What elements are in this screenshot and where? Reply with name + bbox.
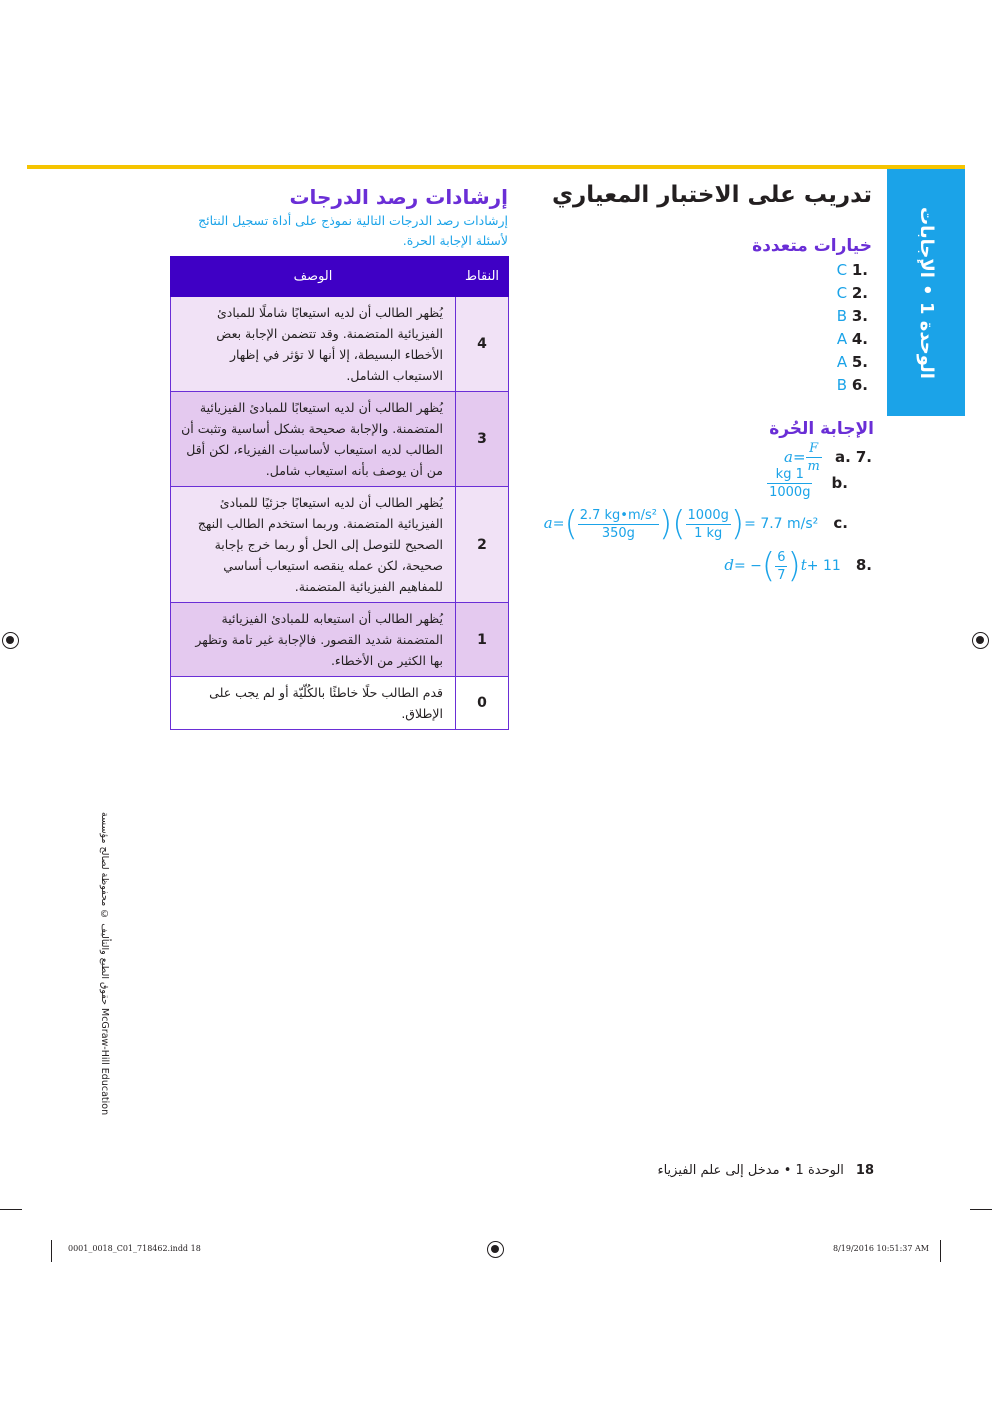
mc-answer: A: [836, 353, 848, 371]
fraction-numerator: 1000g: [687, 507, 729, 523]
formula-equals: =: [552, 516, 565, 532]
paren-open: (: [761, 546, 776, 586]
q7c-formula: [544, 504, 819, 544]
mc-item: [808, 305, 868, 328]
rubric-header-row: [171, 257, 509, 297]
registration-mark-icon: [487, 1241, 504, 1258]
description-cell: يُظهر الطالب أن لديه استيعابًا للمبادئ الفيزيائية المتضمنة. والإجابة صحيحة بشكل أساسية وتثبت أن الطالب لديه استيعاب لأساسيات الفيزياء، لكن أقل من أن يوصف بأنه استيعاب شامل.: [171, 392, 456, 487]
top-rule: [27, 165, 965, 169]
description-column-header: الوصف: [171, 257, 456, 297]
table-row: [171, 487, 509, 603]
mc-item: [808, 328, 868, 351]
rubric-subtitle: إرشادات رصد الدرجات التالية نموذج على أداة تسجيل النتائج لأسئلة الإجابة الحرة.: [198, 213, 508, 248]
page-number: 18: [855, 1163, 874, 1178]
registration-mark-icon: [972, 632, 989, 649]
mc-item: [808, 259, 868, 282]
standardized-test-title: تدريب على الاختبار المعياري: [551, 182, 872, 208]
paren-close: ): [730, 504, 745, 544]
fraction-numerator: F: [806, 440, 822, 458]
fraction-denominator: m: [807, 459, 820, 474]
multiple-choice-list: [808, 259, 868, 397]
mc-number: .1: [851, 261, 868, 279]
rubric-table: [170, 256, 509, 730]
q7c-label: .c: [833, 514, 848, 532]
trim-mark: [51, 1240, 52, 1262]
slug-filename: 0001_0018_C01_718462.indd 18: [68, 1244, 201, 1253]
description-cell: يُظهر الطالب أن لديه استيعابًا شاملًا للمبادئ الفيزيائية المتضمنة. وقد تتضمن الإجابة بعض الأخطاء البسيطة، إلا أنها لا تؤثر في إظهار الاستيعاب الشامل.: [171, 297, 456, 392]
points-cell: 1: [456, 603, 509, 677]
formula-rest: + 11: [806, 558, 841, 574]
paren-close: ): [659, 504, 673, 544]
formula-fraction: [775, 549, 787, 584]
page-footer: [657, 1163, 874, 1178]
mc-item: [808, 351, 868, 374]
mc-answer: A: [836, 330, 848, 348]
mc-answer: C: [836, 261, 848, 279]
rubric-title: إرشادات رصد الدرجات: [289, 185, 508, 209]
registration-mark-icon: [2, 632, 19, 649]
mc-number: .6: [851, 376, 868, 394]
multiple-choice-title: خيارات متعددة: [752, 236, 872, 256]
paren-close: ): [787, 546, 801, 586]
mc-answer: B: [836, 307, 848, 325]
q7b-fraction: [767, 466, 812, 501]
copyright-credit: حقوق الطبع والتأليف © محفوظة لصالح مؤسسة McGraw-Hill Education: [99, 812, 110, 1116]
paren-open: (: [672, 504, 686, 544]
fraction-numerator: 1 kg: [767, 466, 812, 484]
q7a-label: .a: [834, 448, 851, 466]
paren-open: (: [564, 504, 578, 544]
table-row: [171, 677, 509, 730]
trim-mark: [940, 1240, 941, 1262]
q7c-row: [544, 504, 848, 544]
mc-item: [808, 374, 868, 397]
fraction-numerator: 2.7 kg•m/s²: [579, 507, 657, 523]
points-cell: 0: [456, 677, 509, 730]
q8-formula: [724, 546, 840, 586]
footer-unit-title: الوحدة 1 • مدخل إلى علم الفيزياء: [657, 1163, 844, 1178]
mc-answer: C: [836, 284, 848, 302]
formula-equals: = −: [734, 558, 762, 574]
fraction-denominator: 1 kg: [694, 525, 723, 541]
formula-var: d: [724, 556, 734, 574]
formula-var: a: [783, 448, 793, 466]
points-cell: 2: [456, 487, 509, 603]
free-response-title: الإجابة الحُرة: [769, 419, 874, 439]
formula-result: = 7.7 m/s²: [744, 516, 819, 532]
mc-number: .3: [851, 307, 868, 325]
side-tab-label: الوحدة 1 • الإجابات: [916, 206, 937, 379]
points-cell: 3: [456, 392, 509, 487]
table-row: [171, 392, 509, 487]
description-cell: قدم الطالب حلًا خاطئًا بالكُلّيّة أو لم يجب على الإطلاق.: [171, 677, 456, 730]
fraction-denominator: 7: [777, 567, 786, 583]
unit-side-tab: [887, 169, 965, 416]
fraction-denominator: 350g: [601, 525, 635, 541]
mc-number: .5: [851, 353, 868, 371]
fraction-numerator: 6: [777, 549, 786, 565]
formula-fraction: [578, 507, 659, 542]
formula-var: a: [543, 514, 553, 532]
mc-number: .2: [851, 284, 868, 302]
formula-equals: =: [792, 448, 806, 466]
mc-item: [808, 282, 868, 305]
q8-number: .8: [855, 556, 872, 574]
points-column-header: النقاط: [456, 257, 509, 297]
formula-var: t: [800, 556, 807, 574]
trim-mark: [970, 1209, 992, 1210]
table-row: [171, 297, 509, 392]
mc-answer: B: [836, 376, 848, 394]
q7b-label: .b: [831, 474, 848, 492]
q8-row: [724, 546, 872, 586]
formula-fraction: [686, 507, 731, 542]
q7b-row: [767, 466, 848, 501]
slug-timestamp: 8/19/2016 10:51:37 AM: [832, 1244, 929, 1253]
fraction-denominator: 1000g: [769, 485, 811, 500]
description-cell: يُظهر الطالب أن استيعابه للمبادئ الفيزيائية المتضمنة شديد القصور. فالإجابة غير تامة وتظهر بها الكثير من الأخطاء.: [171, 603, 456, 677]
description-cell: يُظهر الطالب أن لديه استيعابًا جزئيًا للمبادئ الفيزيائية المتضمنة. وربما استخدم الطالب النهج الصحيح للتوصل إلى الحل أو ربما خرج بإجابة صحيحة، لكن عمله ينقصه استيعاب أساسي للمفاهيم الفيزيائية المتضمنة.: [171, 487, 456, 603]
mc-number: .4: [851, 330, 868, 348]
trim-mark: [0, 1209, 22, 1210]
table-row: [171, 603, 509, 677]
q7-number: .7: [855, 448, 872, 466]
points-cell: 4: [456, 297, 509, 392]
